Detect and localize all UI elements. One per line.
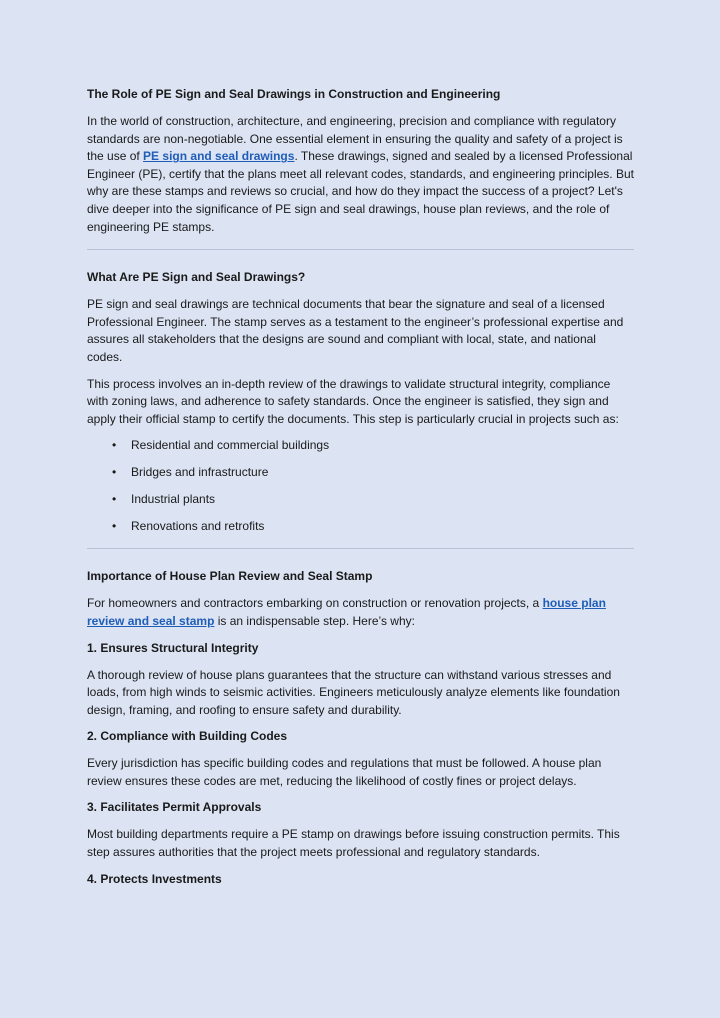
section-divider bbox=[87, 249, 634, 250]
section2-intro-paragraph bbox=[87, 595, 634, 630]
subheading-permit-approvals: 3. Facilitates Permit Approvals bbox=[87, 800, 262, 815]
list-item bbox=[87, 437, 634, 454]
section-heading-importance: Importance of House Plan Review and Seal Stamp bbox=[87, 569, 373, 584]
intro-text-after: . These drawings, signed and sealed by a licensed Professional Engineer (PE), certify that the plans meet all relevant codes, standards, and engineering principles. But why are these stamps and reviews so crucial, and how do they impact the success of a project? Let's dive deeper into the significance of PE sign and seal drawings, house plan reviews, and the role of engineering PE stamps. bbox=[87, 149, 634, 234]
document-title: The Role of PE Sign and Seal Drawings in Construction and Engineering bbox=[87, 87, 501, 101]
section1-paragraph-2: This process involves an in-depth review of the drawings to validate structural integrity, compliance with zoning laws, and adherence to safety standards. Once the engineer is satisfied, they sign and apply their official stamp to certify the documents. This step is particularly crucial in projects such as: bbox=[87, 376, 619, 426]
intro-paragraph bbox=[87, 113, 634, 236]
section2-intro-after: is an indispensable step. Here’s why: bbox=[214, 613, 415, 628]
list-item-text: Industrial plants bbox=[131, 492, 216, 507]
section-heading-what-are: What Are PE Sign and Seal Drawings? bbox=[87, 270, 306, 285]
list-item bbox=[87, 491, 634, 508]
subheading-building-codes: 2. Compliance with Building Codes bbox=[87, 729, 288, 744]
project-types-list bbox=[87, 437, 634, 535]
bullet-icon: • bbox=[112, 438, 117, 453]
bullet-icon: • bbox=[112, 519, 117, 534]
intro-text-before: In the world of construction, architecture, and engineering, precision and compliance with regulatory standards are non-negotiable. One essential element in ensuring the quality and safety of a project is the use of bbox=[87, 114, 623, 164]
list-item bbox=[87, 518, 634, 535]
subheading-structural-integrity: 1. Ensures Structural Integrity bbox=[87, 640, 259, 655]
house-plan-review-link[interactable]: house plan review and seal stamp bbox=[87, 596, 606, 628]
paragraph-building-codes: Every jurisdiction has specific building codes and regulations that must be followed. A house plan review ensures these codes are met, reducing the likelihood of costly fines or project delays. bbox=[87, 756, 602, 788]
subheading-protects-investments: 4. Protects Investments bbox=[87, 871, 222, 886]
list-item-text: Renovations and retrofits bbox=[131, 519, 265, 534]
paragraph-structural-integrity: A thorough review of house plans guarantees that the structure can withstand various stresses and loads, from high winds to seismic activities. Engineers meticulously analyze elements like foundation design, framing, and roofing to ensure safety and durability. bbox=[87, 667, 620, 717]
section1-paragraph-1: PE sign and seal drawings are technical documents that bear the signature and seal of a licensed Professional Engineer. The stamp serves as a testament to the engineer’s professional expertise and assures all stakeholders that the designs are sound and compliant with local, state, and national codes. bbox=[87, 297, 624, 364]
section2-intro-before: For homeowners and contractors embarking on construction or renovation projects, a bbox=[87, 596, 543, 611]
list-item-text: Bridges and infrastructure bbox=[131, 465, 269, 480]
list-item bbox=[87, 464, 634, 481]
list-item-text: Residential and commercial buildings bbox=[131, 438, 330, 453]
section-divider bbox=[87, 548, 634, 549]
bullet-icon: • bbox=[112, 492, 117, 507]
pe-sign-seal-link[interactable]: PE sign and seal drawings bbox=[143, 149, 295, 164]
bullet-icon: • bbox=[112, 465, 117, 480]
paragraph-permit-approvals: Most building departments require a PE stamp on drawings before issuing construction permits. This step assures authorities that the project meets professional and regulatory standards. bbox=[87, 827, 620, 860]
